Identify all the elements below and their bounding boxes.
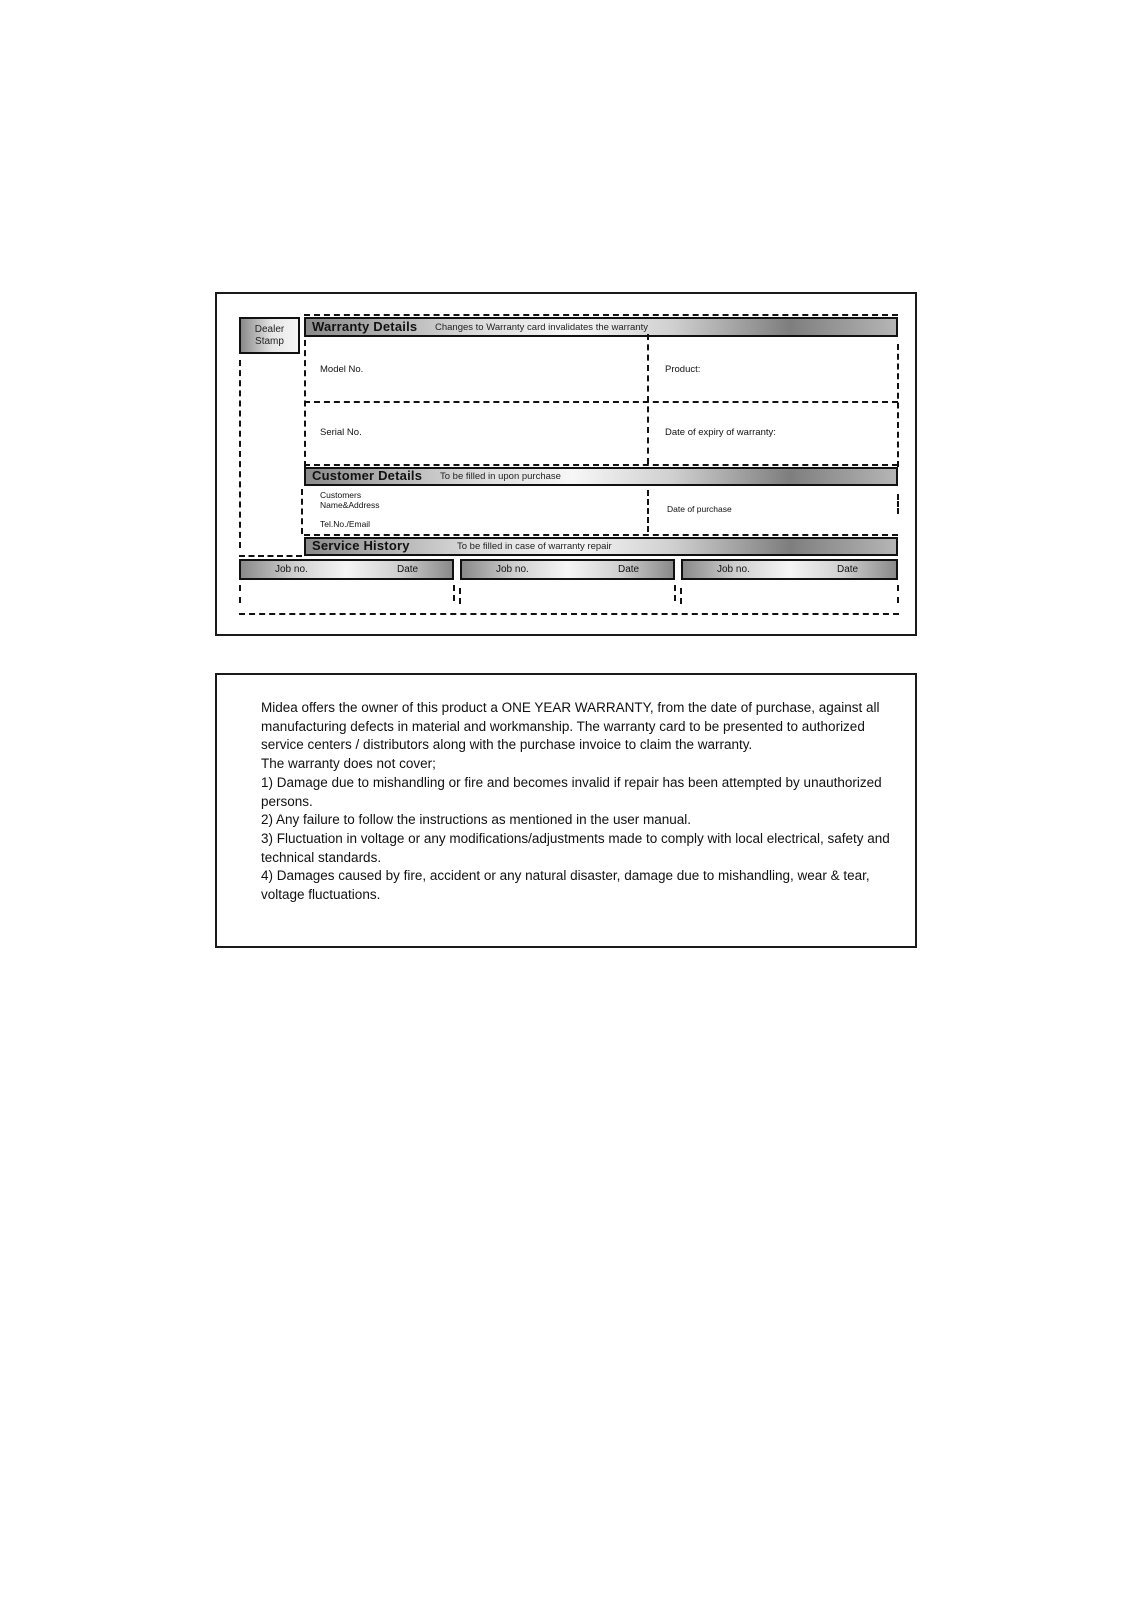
warranty-middle-divider bbox=[647, 334, 649, 464]
customer-bottom-dash bbox=[304, 534, 898, 536]
service-column-2-header bbox=[460, 559, 675, 580]
terms-paragraph: Midea offers the owner of this product a ONE YEAR WARRANTY, from the date of purchase, against all manufacturing defects in material and workmanship. The warranty card to be presented to authorized service centers / distributors along with the purchase invoice to claim the warranty. bbox=[261, 700, 880, 753]
terms-paragraph: 1) Damage due to mishandling or fire and becomes invalid if repair has been attempted by unauthorized persons. bbox=[261, 774, 882, 809]
terms-paragraph: 3) Fluctuation in voltage or any modifications/adjustments made to comply with local electrical, safety and technical standards. bbox=[261, 830, 890, 865]
service-area-left-edge bbox=[239, 585, 241, 603]
service-area-bottom-dash bbox=[239, 613, 899, 615]
dealer-stamp-line2: Stamp bbox=[255, 336, 284, 347]
job-no-label: Job no. bbox=[717, 564, 750, 575]
service-column-1-header bbox=[239, 559, 454, 580]
service-history-subtitle: To be filled in case of warranty repair bbox=[457, 541, 612, 552]
customer-right-edge bbox=[897, 494, 899, 514]
customer-left-edge bbox=[301, 489, 303, 534]
date-label: Date bbox=[397, 564, 419, 575]
warranty-details-title: Warranty Details bbox=[312, 319, 418, 334]
product-label: Product: bbox=[665, 364, 701, 375]
model-no-label: Model No. bbox=[320, 364, 364, 375]
warranty-terms-text bbox=[261, 699, 891, 905]
warranty-row-divider bbox=[304, 401, 898, 403]
job-no-label: Job no. bbox=[275, 564, 308, 575]
customer-details-subtitle: To be filled in upon purchase bbox=[440, 471, 561, 482]
warranty-right-edge bbox=[897, 344, 899, 467]
dealer-stamp-line1: Dealer bbox=[254, 324, 285, 335]
expiry-date-label: Date of expiry of warranty: bbox=[665, 427, 776, 438]
warranty-terms-box bbox=[215, 673, 917, 948]
purchase-date-label: Date of purchase bbox=[667, 504, 732, 514]
job-no-label: Job no. bbox=[496, 564, 529, 575]
stamp-region-bottom-edge bbox=[239, 555, 302, 557]
service-area-right-edge bbox=[897, 585, 899, 603]
service-area-divider-1 bbox=[453, 585, 455, 601]
service-column-3-header bbox=[681, 559, 898, 580]
customers-label-line1: Customers bbox=[320, 490, 362, 500]
terms-paragraph: The warranty does not cover; bbox=[261, 756, 436, 772]
date-label: Date bbox=[837, 564, 859, 575]
service-area-divider-2b bbox=[680, 588, 682, 604]
stamp-region-left-edge bbox=[239, 360, 241, 548]
service-area-divider-1b bbox=[459, 588, 461, 604]
tel-email-label: Tel.No./Email bbox=[320, 519, 371, 529]
warranty-details-subtitle: Changes to Warranty card invalidates the warranty bbox=[435, 322, 648, 333]
date-label: Date bbox=[618, 564, 640, 575]
customers-name-address-label bbox=[320, 490, 380, 510]
service-history-title: Service History bbox=[312, 538, 410, 553]
warranty-bottom-dash bbox=[304, 464, 898, 466]
service-area-divider-2 bbox=[674, 585, 676, 601]
terms-paragraph: 2) Any failure to follow the instructions as mentioned in the user manual. bbox=[261, 812, 691, 828]
warranty-card bbox=[215, 292, 917, 636]
terms-paragraph: 4) Damages caused by fire, accident or any natural disaster, damage due to mishandling, wear & tear, voltage fluctuations. bbox=[261, 868, 870, 903]
customer-details-title: Customer Details bbox=[312, 468, 423, 483]
customer-middle-divider bbox=[647, 490, 649, 532]
warranty-left-edge bbox=[304, 340, 306, 467]
customers-label-line2: Name&Address bbox=[320, 500, 380, 510]
serial-no-label: Serial No. bbox=[320, 427, 362, 438]
dealer-stamp-box bbox=[239, 317, 300, 354]
warranty-top-dash bbox=[304, 314, 898, 316]
